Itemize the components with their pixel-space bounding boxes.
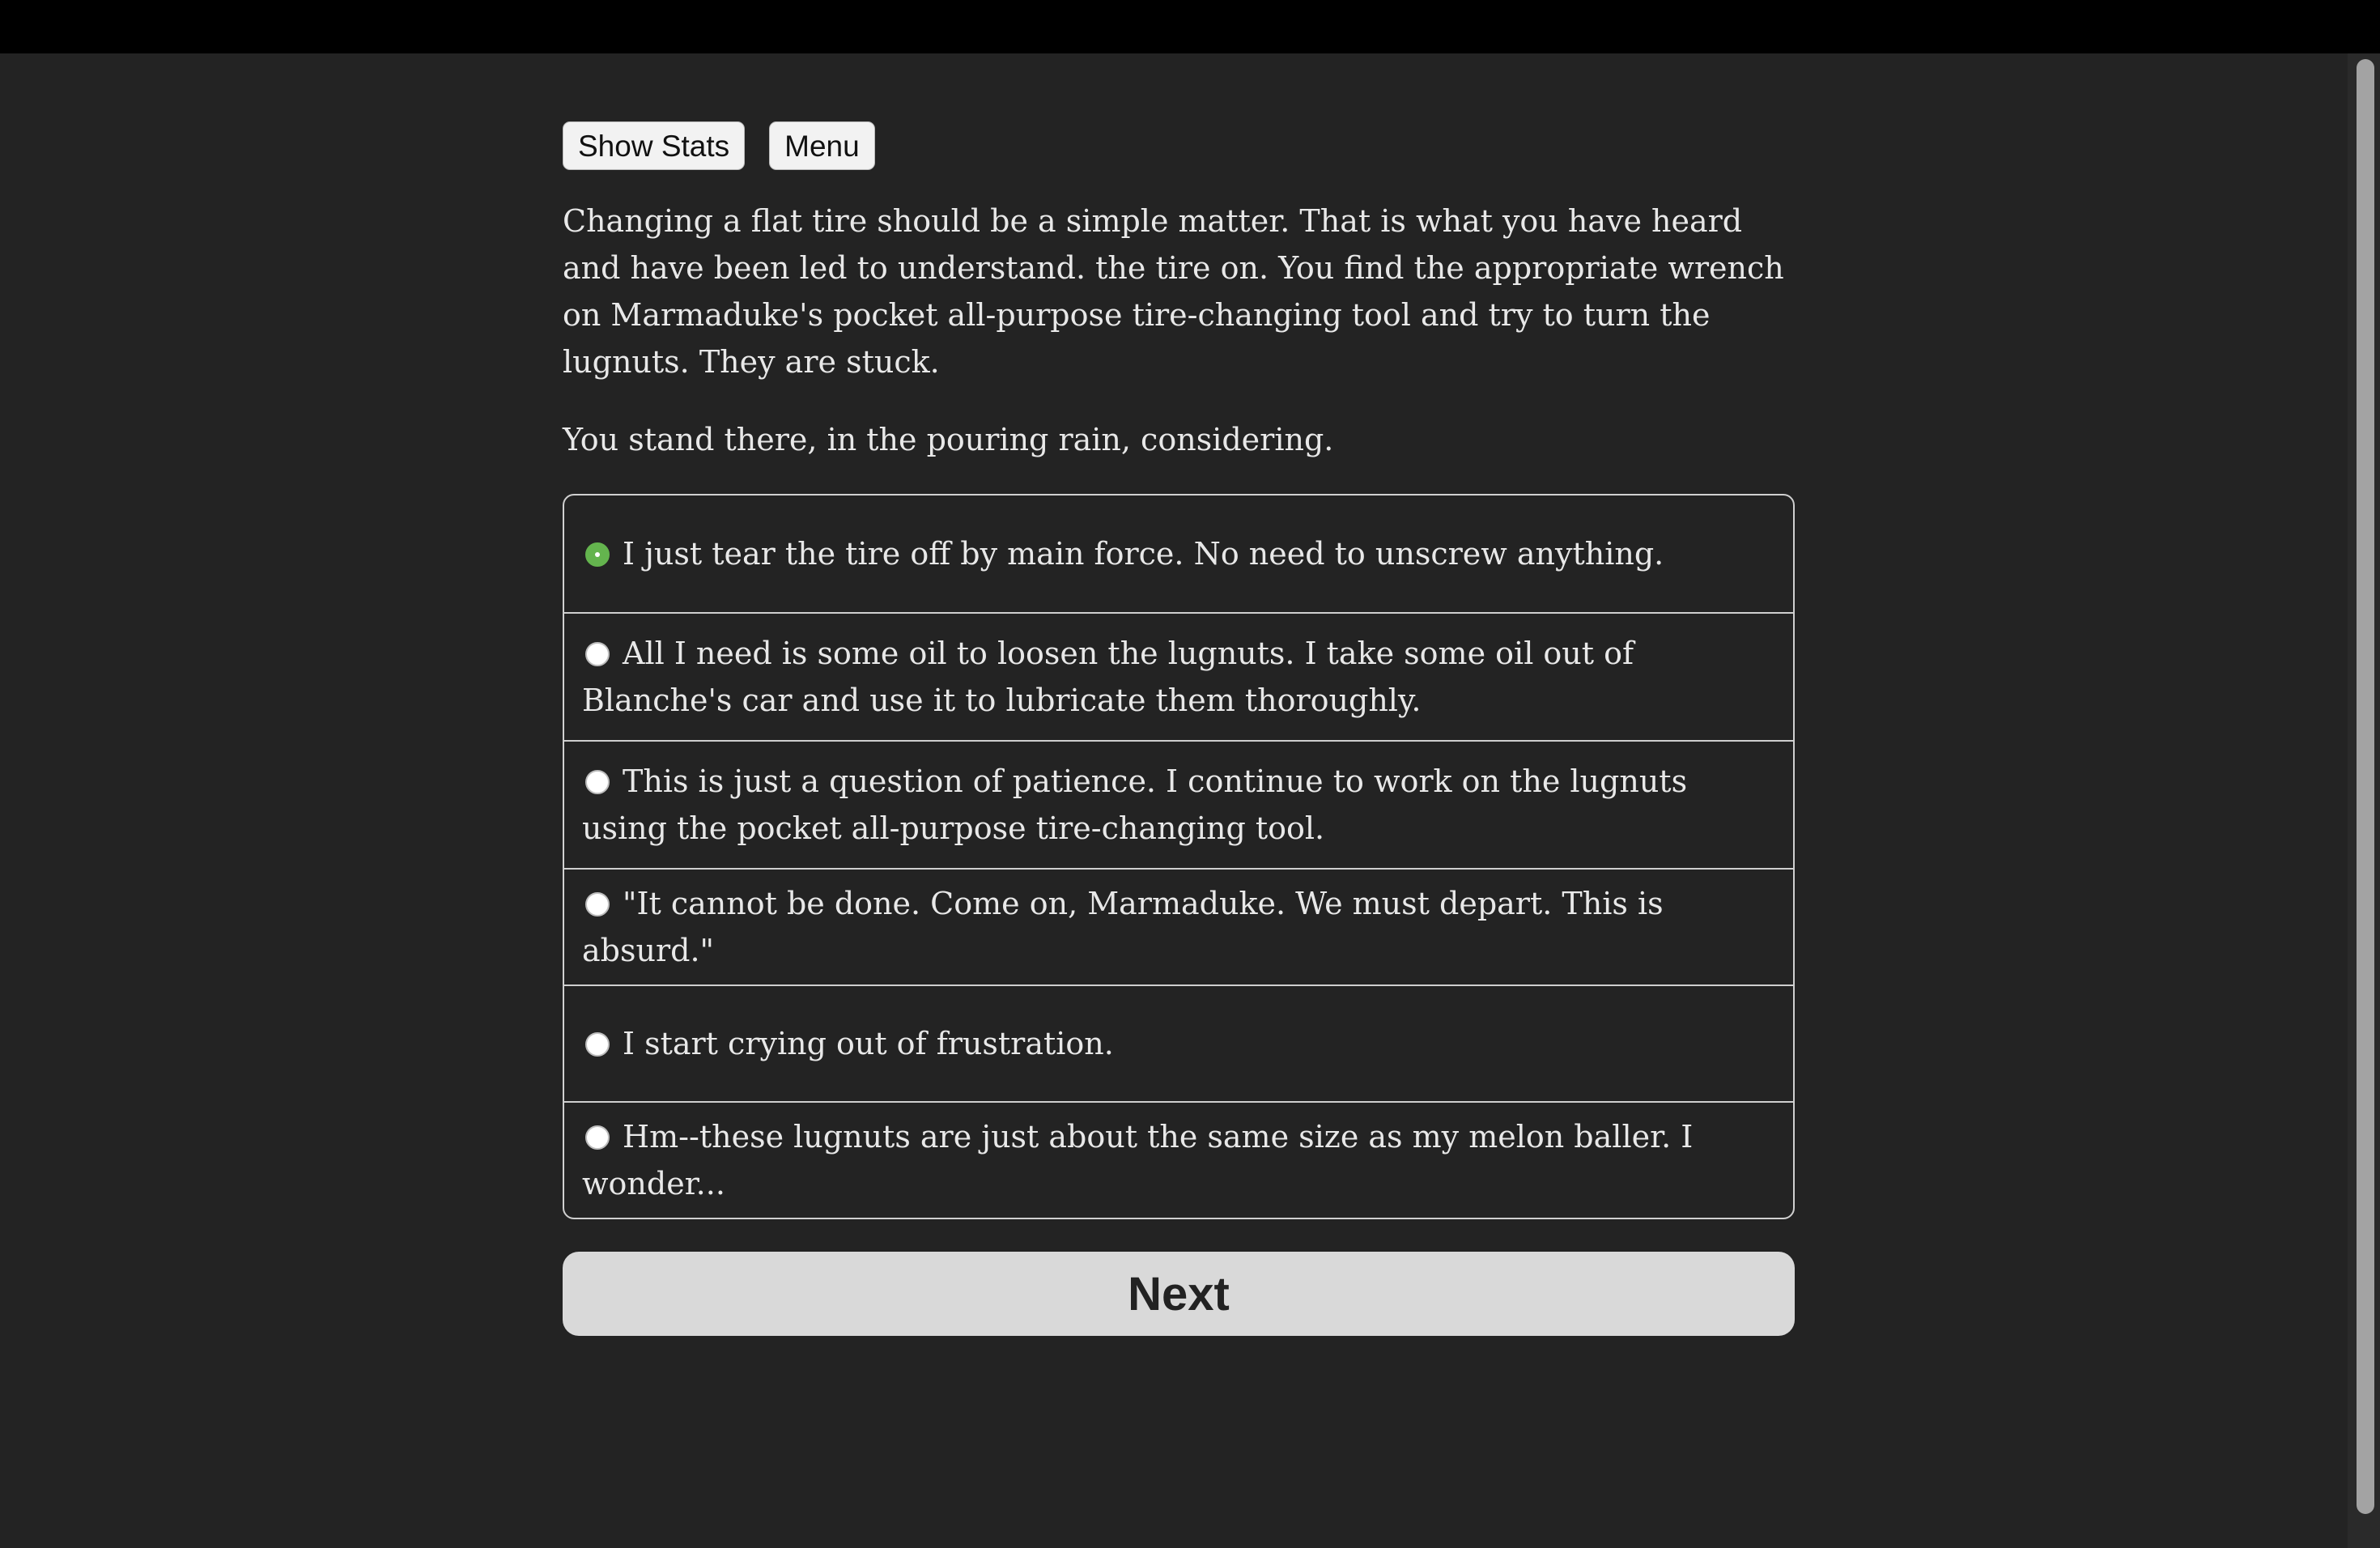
next-button[interactable]: Next [563, 1252, 1795, 1336]
radio-icon[interactable] [585, 1032, 610, 1057]
choice-option[interactable] [564, 868, 1793, 985]
choice-label: "It cannot be done. Come on, Marmaduke. We must depart. This is absurd." [582, 886, 1664, 968]
choice-content [582, 758, 1775, 852]
choice-content [582, 630, 1775, 724]
choice-option[interactable] [564, 740, 1793, 868]
choice-content [582, 880, 1775, 974]
choice-label: This is just a question of patience. I continue to work on the lugnuts using the pocket all-purpose tire-changing tool. [582, 763, 1688, 846]
choice-label: Hm--these lugnuts are just about the same size as my melon baller. I wonder... [582, 1119, 1694, 1201]
choice-option[interactable] [564, 1101, 1793, 1218]
radio-icon[interactable] [585, 892, 610, 916]
choice-content [582, 530, 1664, 577]
menu-button[interactable]: Menu [769, 121, 875, 170]
choice-label: I start crying out of frustration. [623, 1026, 1114, 1061]
story-passage [563, 198, 1795, 463]
choice-option[interactable] [564, 495, 1793, 612]
choice-label: I just tear the tire off by main force. No need to unscrew anything. [623, 536, 1664, 572]
radio-icon[interactable] [585, 642, 610, 666]
choice-content [582, 1020, 1114, 1067]
radio-icon[interactable] [585, 1125, 610, 1150]
passage-paragraph: Changing a flat tire should be a simple matter. That is what you have heard and have been led to understand. the tire on. You find the appropriate wrench on Marmaduke's pocket all-purpose tire-changing tool and try to turn the lugnuts. They are stuck. [563, 203, 1784, 380]
choice-label: All I need is some oil to loosen the lugnuts. I take some oil out of Blanche's car and use it to lubricate them thoroughly. [582, 636, 1634, 718]
choice-list [563, 494, 1795, 1219]
radio-selected-icon[interactable] [585, 542, 610, 567]
choice-option[interactable] [564, 612, 1793, 740]
passage-paragraph: You stand there, in the pouring rain, considering. [563, 422, 1334, 457]
window-top-bar [0, 0, 2380, 53]
toolbar [563, 121, 1795, 170]
scrollbar-thumb[interactable] [2357, 59, 2374, 1514]
choice-content [582, 1113, 1775, 1207]
choice-option[interactable] [564, 985, 1793, 1101]
radio-icon[interactable] [585, 770, 610, 794]
game-content [563, 121, 1795, 1336]
show-stats-button[interactable]: Show Stats [563, 121, 745, 170]
